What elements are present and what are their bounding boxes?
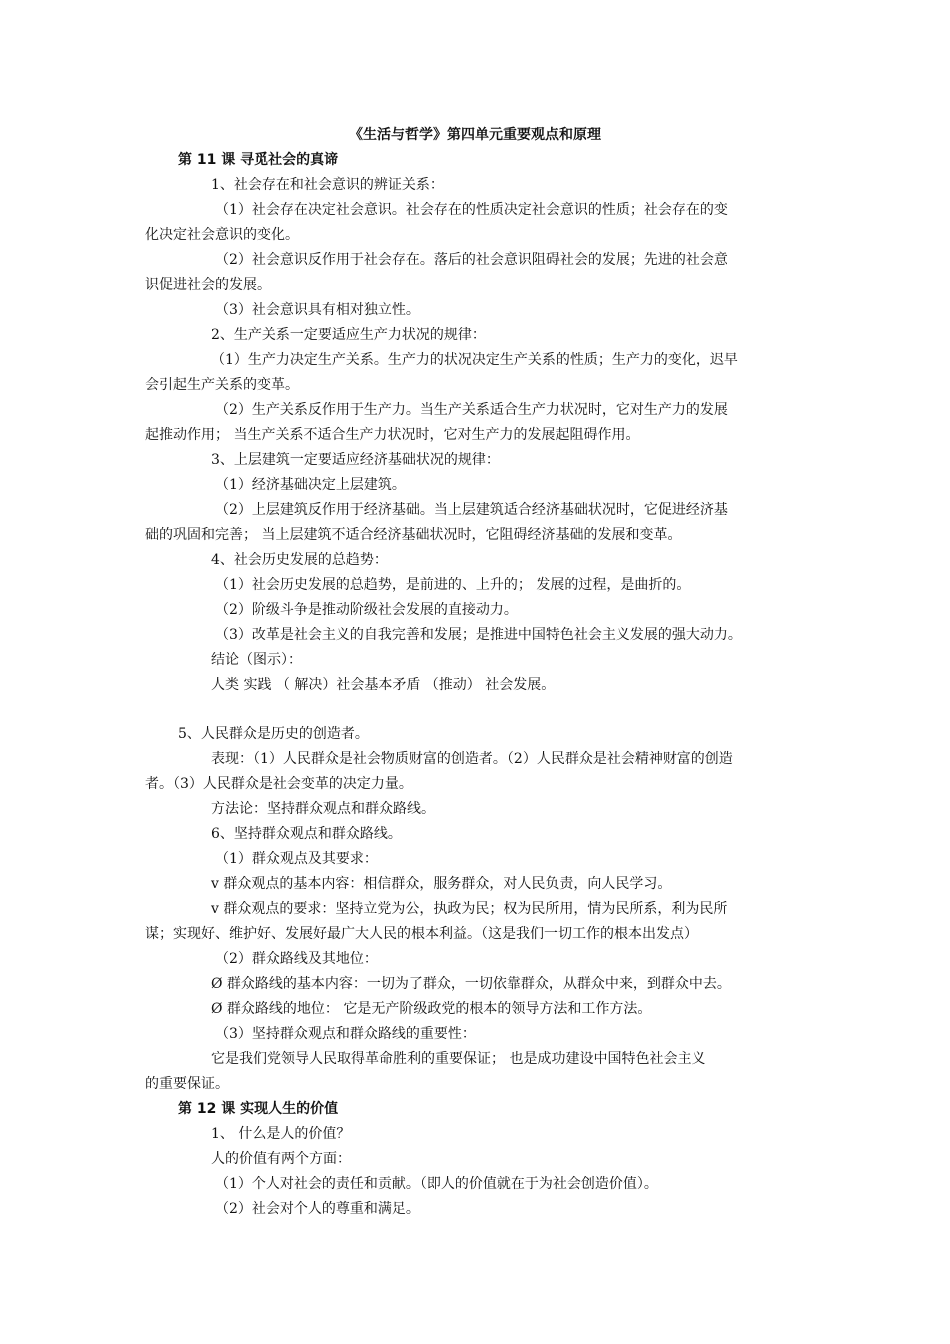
document-title: 《生活与哲学》第四单元重要观点和原理	[349, 127, 601, 143]
section-heading-6: 6、坚持群众观点和群众路线。	[211, 826, 402, 842]
paragraph-line: （1）个人对社会的责任和贡献。（即人的价值就在于为社会创造价值）。	[215, 1176, 658, 1192]
paragraph-line: （1）生产力决定生产关系。生产力的状况决定生产关系的性质；生产力的变化，迟早	[211, 352, 738, 368]
lesson-heading-12: 第 12 课 实现人生的价值	[178, 1101, 339, 1117]
paragraph-line: 表现：（1）人民群众是社会物质财富的创造者。（2）人民群众是社会精神财富的创造	[211, 751, 733, 767]
paragraph-line: 人的价值有两个方面：	[211, 1151, 351, 1167]
paragraph-line: （1）经济基础决定上层建筑。	[215, 477, 406, 493]
paragraph-line: （1）社会存在决定社会意识。社会存在的性质决定社会意识的性质；社会存在的变	[215, 202, 728, 218]
paragraph-line: 化决定社会意识的变化。	[145, 227, 299, 243]
paragraph-line: 它是我们党领导人民取得革命胜利的重要保证； 也是成功建设中国特色社会主义	[211, 1051, 706, 1067]
section-heading-3: 3、上层建筑一定要适应经济基础状况的规律：	[211, 452, 500, 468]
paragraph-line: 础的巩固和完善； 当上层建筑不适合经济基础状况时，它阻碍经济基础的发展和变革。	[145, 527, 682, 543]
section-heading-5: 5、人民群众是历史的创造者。	[178, 726, 369, 742]
bullet-line: Ø 群众路线的地位： 它是无产阶级政党的根本的领导方法和工作方法。	[211, 1001, 652, 1017]
paragraph-line: （1）群众观点及其要求：	[215, 851, 378, 867]
paragraph-line: 起推动作用； 当生产关系不适合生产力状况时，它对生产力的发展起阻碍作用。	[145, 427, 640, 443]
paragraph-line: （3）改革是社会主义的自我完善和发展；是推进中国特色社会主义发展的强大动力。	[215, 627, 742, 643]
lesson-heading-11: 第 11 课 寻觅社会的真谛	[178, 152, 339, 168]
paragraph-line: （1）社会历史发展的总趋势，是前进的、上升的； 发展的过程，是曲折的。	[215, 577, 691, 593]
paragraph-line: 识促进社会的发展。	[145, 277, 271, 293]
conclusion-label: 结论（图示）：	[211, 652, 302, 668]
paragraph-line: （2）生产关系反作用于生产力。当生产关系适合生产力状况时，它对生产力的发展	[215, 402, 728, 418]
paragraph-line: 的重要保证。	[145, 1076, 229, 1092]
section-heading-1: 1、 什么是人的价值？	[211, 1126, 351, 1142]
paragraph-line: （2）群众路线及其地位：	[215, 951, 378, 967]
paragraph-line: （2）阶级斗争是推动阶级社会发展的直接动力。	[215, 602, 518, 618]
section-heading-4: 4、社会历史发展的总趋势：	[211, 552, 388, 568]
paragraph-line: （3）社会意识具有相对独立性。	[215, 302, 420, 318]
section-heading-1: 1、社会存在和社会意识的辨证关系：	[211, 177, 444, 193]
paragraph-line: （2）社会意识反作用于社会存在。落后的社会意识阻碍社会的发展；先进的社会意	[215, 252, 728, 268]
bullet-line: Ø 群众路线的基本内容：一切为了群众，一切依靠群众，从群众中来，到群众中去。	[211, 976, 731, 992]
paragraph-line: （3）坚持群众观点和群众路线的重要性：	[215, 1026, 476, 1042]
paragraph-line: （2）社会对个人的尊重和满足。	[215, 1201, 420, 1217]
paragraph-line: 谋；实现好、维护好、发展好最广大人民的根本利益。（这是我们一切工作的根本出发点）	[145, 926, 698, 942]
paragraph-line: （2）上层建筑反作用于经济基础。当上层建筑适合经济基础状况时，它促进经济基	[215, 502, 728, 518]
paragraph-line: 方法论：坚持群众观点和群众路线。	[211, 801, 435, 817]
paragraph-line: 会引起生产关系的变革。	[145, 377, 299, 393]
conclusion-diagram-text: 人类 实践 （ 解决）社会基本矛盾 （推动） 社会发展。	[211, 677, 556, 693]
bullet-line: v 群众观点的要求：坚持立党为公，执政为民；权为民所用，情为民所系，利为民所	[211, 901, 728, 917]
paragraph-line: 者。（3）人民群众是社会变革的决定力量。	[145, 776, 413, 792]
bullet-line: v 群众观点的基本内容：相信群众，服务群众，对人民负责，向人民学习。	[211, 876, 672, 892]
section-heading-2: 2、生产关系一定要适应生产力状况的规律：	[211, 327, 486, 343]
